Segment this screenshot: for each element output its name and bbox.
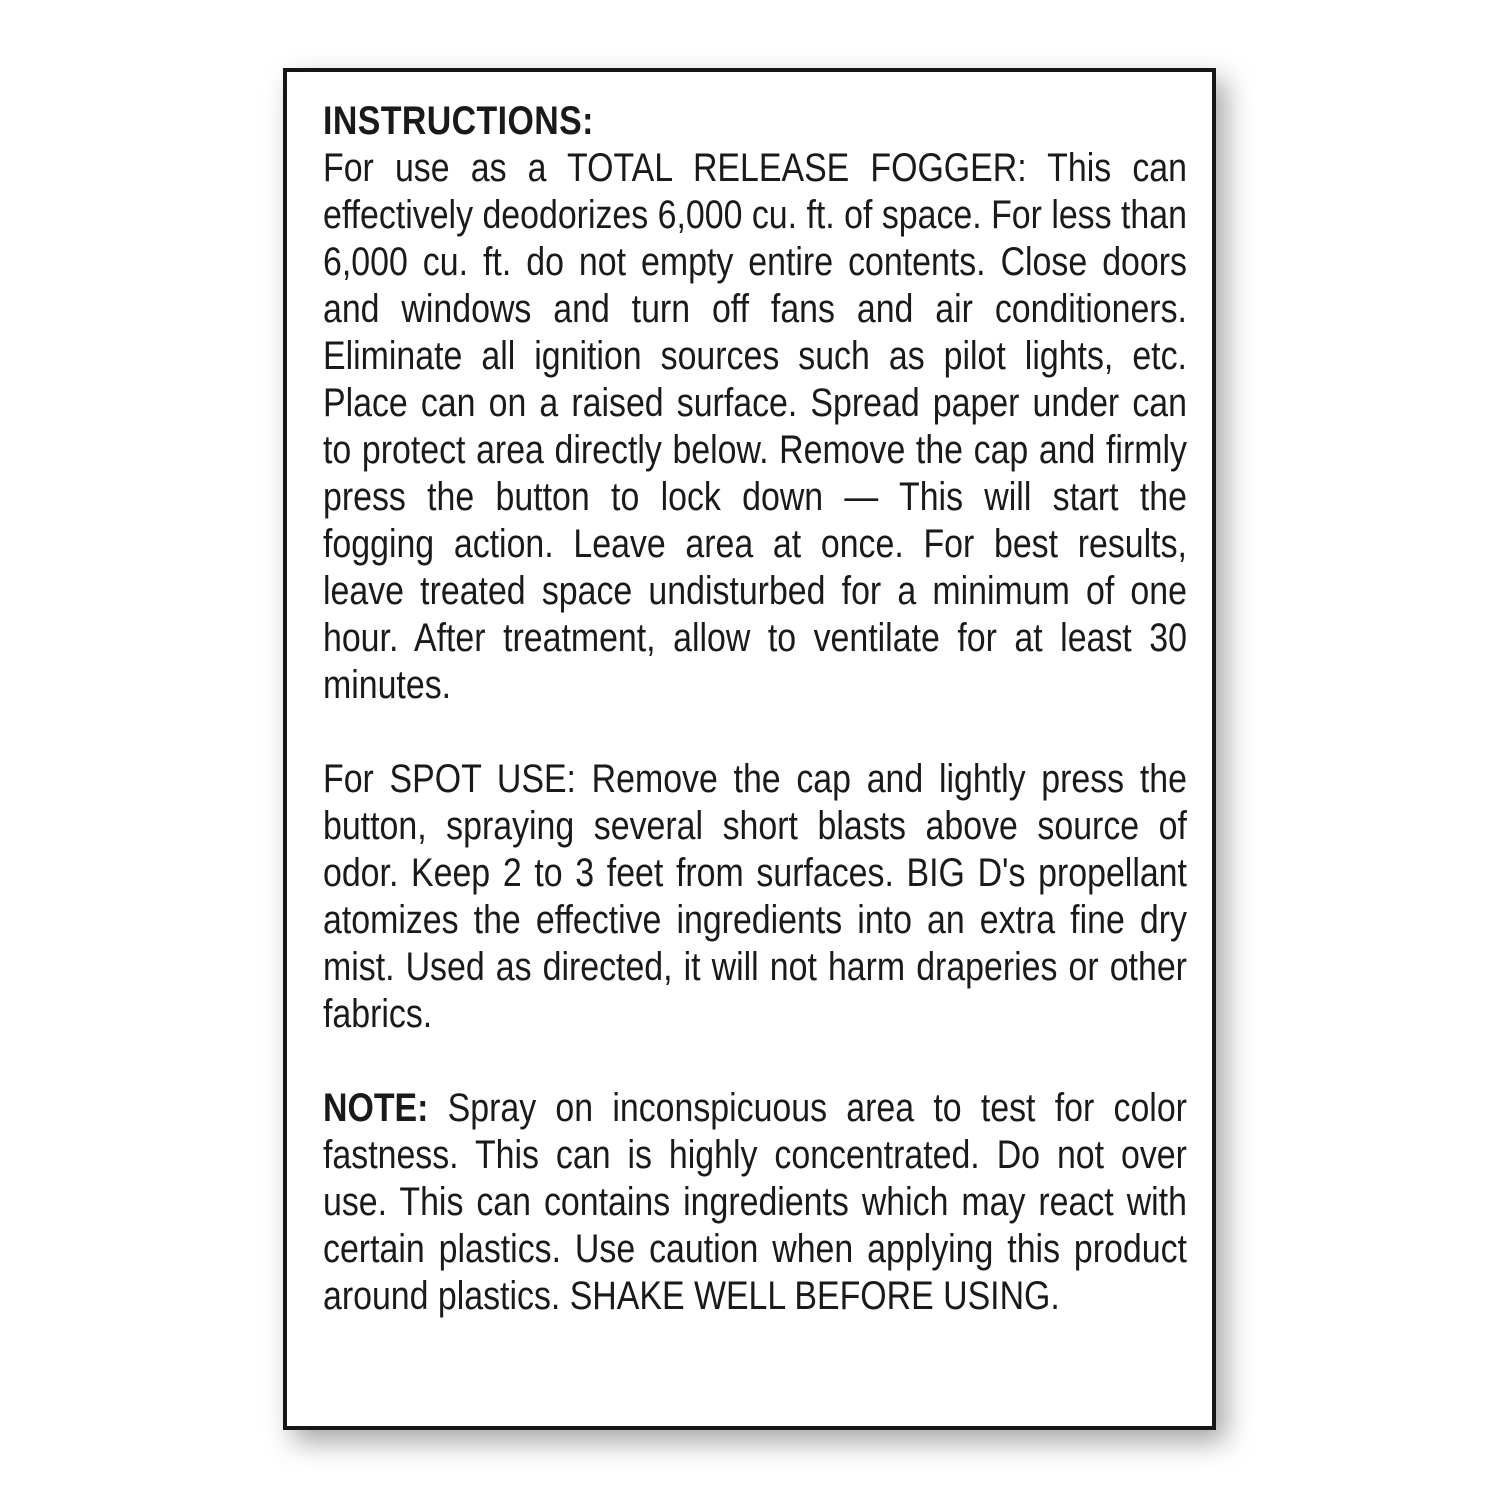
instructions-text bbox=[323, 98, 1187, 1320]
instructions-box bbox=[283, 68, 1216, 1430]
paragraph-lead: NOTE: bbox=[323, 1086, 429, 1130]
paragraph-total-release-fogger bbox=[323, 145, 1187, 709]
paragraph-body: For SPOT USE: Remove the cap and lightly press the button, spraying several short blasts above source of odor. Keep 2 to 3 feet from surfaces. BIG D's propellant atomizes the effective ingredients into an extra fine dry mist. Used as directed, it will not harm draperies or other fabrics. bbox=[323, 757, 1187, 1036]
paragraph-spot-use bbox=[323, 756, 1187, 1038]
paragraph-body: For use as a TOTAL RELEASE FOGGER: This can effectively deodorizes 6,000 cu. ft. of space. For less than 6,000 cu. ft. do not empty entire contents. Close doors and windows and turn off fans and air conditioners. Eliminate all ignition sources such as pilot lights, etc. Place can on a raised surface. Spread paper under can to protect area directly below. Remove the cap and firmly press the button to lock down — This will start the fogging action. Leave area at once. For best results, leave treated space undisturbed for a minimum of one hour. After treatment, allow to ventilate for at least 30 minutes. bbox=[323, 146, 1187, 707]
paragraph-body: Spray on inconspicuous area to test for color fastness. This can is highly concentrated. Do not over use. This can contains ingredients which may react with certain plastics. Use caution when applying this product around plastics. SHAKE WELL BEFORE USING. bbox=[323, 1086, 1187, 1318]
instructions-heading: INSTRUCTIONS: bbox=[323, 99, 594, 143]
paragraph-note bbox=[323, 1085, 1187, 1320]
